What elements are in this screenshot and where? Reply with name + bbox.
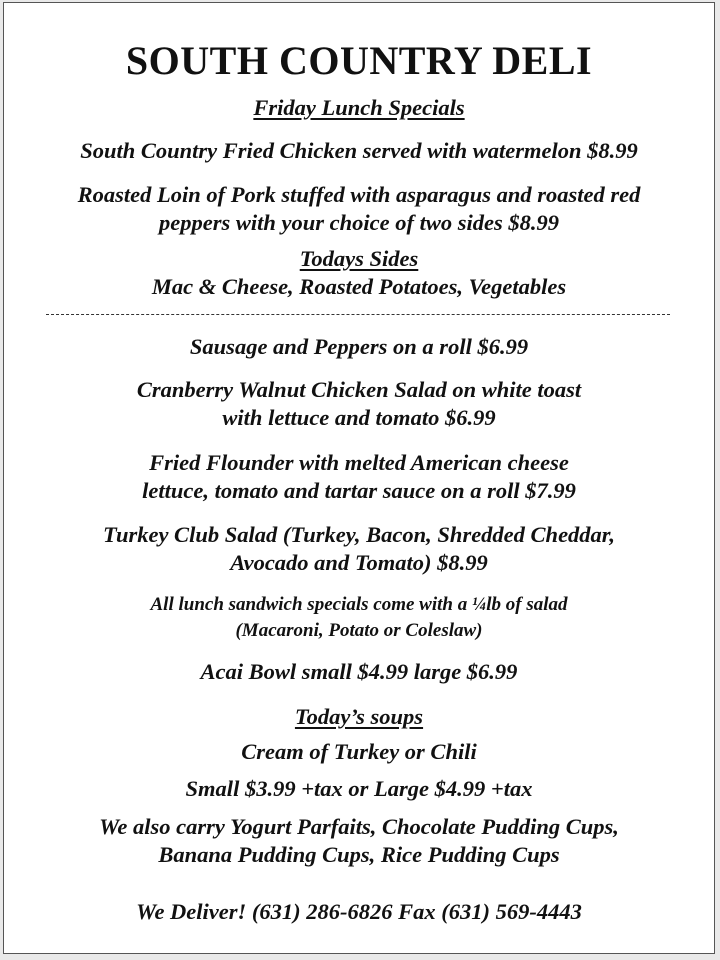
specials-heading: Friday Lunch Specials [253, 95, 465, 120]
item-flounder-line-2: lettuce, tomato and tartar sauce on a roll $7.99 [142, 478, 576, 503]
item-cranberry-line-1: Cranberry Walnut Chicken Salad on white toast [136, 377, 582, 402]
item-acai-bowl: Acai Bowl small $4.99 large $6.99 [200, 659, 518, 684]
salad-note-line-1: All lunch sandwich specials come with a ¼lb of salad [150, 594, 568, 615]
item-flounder-line-1: Fried Flounder with melted American cheese [149, 450, 569, 475]
special-fried-chicken: South Country Fried Chicken served with watermelon $8.99 [80, 138, 638, 163]
extras-line-1: We also carry Yogurt Parfaits, Chocolate Pudding Cups, [99, 814, 619, 839]
item-sausage-peppers: Sausage and Peppers on a roll $6.99 [189, 334, 529, 359]
special-pork-line-1: Roasted Loin of Pork stuffed with asparagus and roasted red [77, 182, 641, 207]
soups-price: Small $3.99 +tax or Large $4.99 +tax [185, 776, 533, 801]
sides-list: Mac & Cheese, Roasted Potatoes, Vegetables [151, 274, 567, 299]
item-turkey-club-line-1: Turkey Club Salad (Turkey, Bacon, Shredded Cheddar, [103, 522, 615, 547]
section-divider [46, 314, 670, 315]
special-pork-line-2: peppers with your choice of two sides $8.99 [159, 210, 559, 235]
item-turkey-club-line-2: Avocado and Tomato) $8.99 [230, 550, 488, 575]
soups-heading: Today’s soups [294, 704, 424, 729]
item-cranberry-line-2: with lettuce and tomato $6.99 [222, 405, 496, 430]
soups-list: Cream of Turkey or Chili [241, 739, 477, 764]
contact-line: We Deliver! (631) 286-6826 Fax (631) 569-4443 [136, 899, 582, 924]
extras-line-2: Banana Pudding Cups, Rice Pudding Cups [158, 842, 560, 867]
menu-page [3, 2, 715, 954]
salad-note-line-2: (Macaroni, Potato or Coleslaw) [235, 620, 483, 641]
deli-title: SOUTH COUNTRY DELI [125, 38, 593, 83]
sides-heading: Todays Sides [299, 246, 419, 271]
